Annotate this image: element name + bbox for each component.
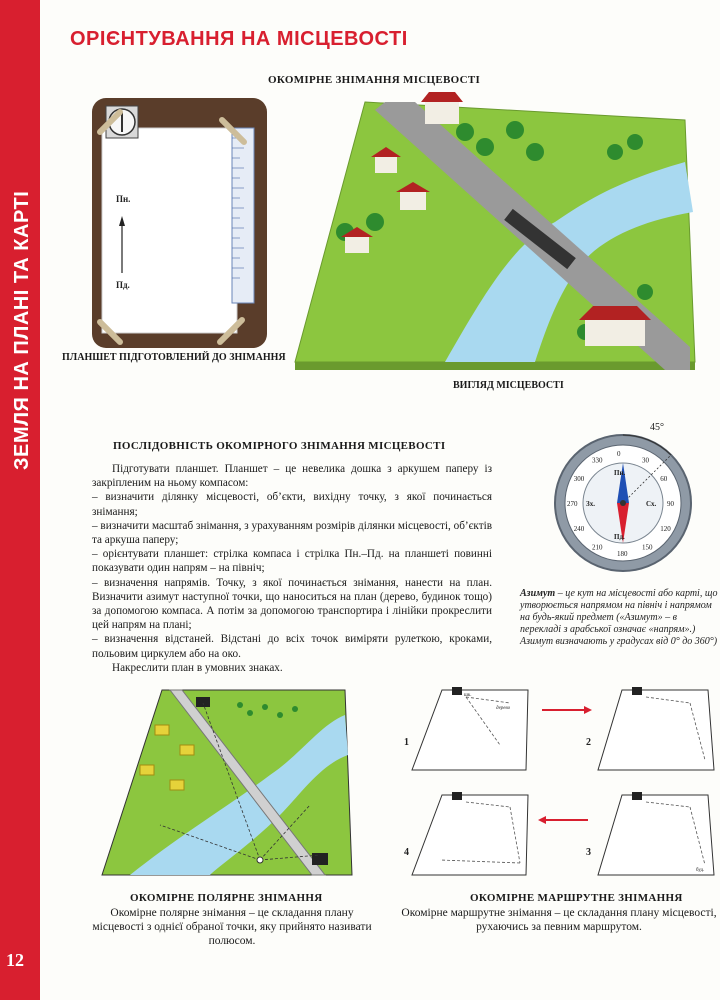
route-tree-label: дерево	[496, 706, 511, 711]
polar-survey-illustration	[100, 685, 355, 880]
compass-illustration	[548, 418, 698, 578]
survey-title: ОКОМІРНЕ ЗНІМАННЯ МІСЦЕВОСТІ	[268, 74, 481, 86]
page-title: ОРІЄНТУВАННЯ НА МІСЦЕВОСТІ	[70, 28, 408, 50]
azimuth-text: – це кут на місцевості або карті, що утворюється напрямом на північ і напрямом на будь-який предмет («Азимут» – в перекладі з арабської означає «напрям».) Азимут визначають у градусах від 0° до 360°)	[520, 588, 718, 647]
terrain-caption: ВИГЛЯД МІСЦЕВОСТІ	[453, 380, 564, 391]
compass-angle-label: 45°	[650, 422, 664, 433]
sequence-text	[92, 462, 492, 675]
sequence-p6: – визначення відстаней. Відстані до всіх точок виміряти рулеткою, кроками, польовим циркулем або на око.	[92, 633, 492, 660]
compass-tick-label: 30	[642, 456, 649, 465]
route-title: ОКОМІРНЕ МАРШРУТНЕ ЗНІМАННЯ	[470, 892, 683, 904]
compass-tick-label: 240	[573, 525, 585, 533]
sequence-p1: Підготувати планшет. Планшет – це невелика дошка з аркушем паперу із закріпленим на ньому компасом:	[92, 463, 492, 490]
route-house-label: шк.	[464, 693, 472, 698]
route-building-label: буд.	[696, 868, 705, 873]
sequence-p4: – орієнтувати планшет: стрілка компаса і стрілка Пн.–Пд. на планшеті повинні показувати один напрям – на північ;	[92, 548, 492, 575]
tablet-illustration	[92, 98, 267, 348]
sidebar	[0, 0, 40, 1000]
sequence-p7: Накреслити план в умовних знаках.	[112, 661, 283, 674]
compass-tick-label: 330	[592, 456, 603, 465]
sequence-p5: – визначення напрямів. Точку, з якої починається знімання, нанести на план. Визначити азимут наступної точки, що наноситься на план (дерево, будинок тощо) за допомогою компаса. А потім за допомогою транспортира і лінійки прокреслити цей напрям на плані;	[92, 576, 492, 632]
sidebar-title	[2, 60, 38, 480]
compass-tick-label: 0	[617, 450, 621, 458]
route-step-2: 2	[586, 737, 591, 748]
sidebar-title-text: ЗЕМЛЯ НА ПЛАНІ ТА КАРТІ	[11, 190, 33, 470]
compass-north: Пн.	[614, 469, 626, 477]
compass-tick-label: 90	[667, 500, 674, 508]
route-step-1: 1	[404, 737, 409, 748]
terrain-illustration	[285, 92, 705, 372]
route-step-3: 3	[586, 847, 591, 858]
compass-tick-label: 150	[642, 543, 653, 552]
sequence-p3: – визначити масштаб знімання, з урахуванням розмірів ділянки місцевості, об’єктів та аркуша паперу;	[92, 519, 492, 547]
route-survey-illustration	[400, 685, 718, 880]
azimuth-definition	[520, 588, 720, 648]
route-text: Окомірне маршрутне знімання – це складання плану місцевості, рухаючись за певним маршрутом.	[401, 907, 717, 933]
compass-tick-label: 120	[660, 525, 671, 533]
compass-tick-label: 60	[660, 475, 668, 483]
compass-tick-label: 300	[573, 475, 585, 483]
compass-tick-label: 210	[592, 543, 603, 552]
north-label: Пн.	[116, 194, 131, 204]
compass-tick-label: 180	[617, 550, 628, 558]
compass-tick-label: 270	[567, 500, 578, 508]
compass-south: Пд.	[614, 533, 625, 541]
tablet-caption: ПЛАНШЕТ ПІДГОТОВЛЕНИЙ ДО ЗНІМАННЯ	[62, 352, 286, 363]
page-number: 12	[6, 950, 24, 970]
compass-west: Зх.	[586, 500, 595, 508]
polar-title: ОКОМІРНЕ ПОЛЯРНЕ ЗНІМАННЯ	[130, 892, 323, 904]
route-step-4: 4	[404, 847, 409, 858]
sequence-p2: – визначити ділянку місцевості, об’єкти, вихідну точку, з якої починається знімання;	[92, 491, 492, 518]
compass-east: Сх.	[646, 500, 657, 508]
polar-text: Окомірне полярне знімання – це складання плану місцевості з однієї обраної точки, яку прийнято називати полюсом.	[92, 907, 372, 947]
south-label: Пд.	[116, 280, 130, 290]
azimuth-term: Азимут	[520, 588, 556, 599]
sequence-title: ПОСЛІДОВНІСТЬ ОКОМІРНОГО ЗНІМАННЯ МІСЦЕВОСТІ	[113, 440, 446, 452]
